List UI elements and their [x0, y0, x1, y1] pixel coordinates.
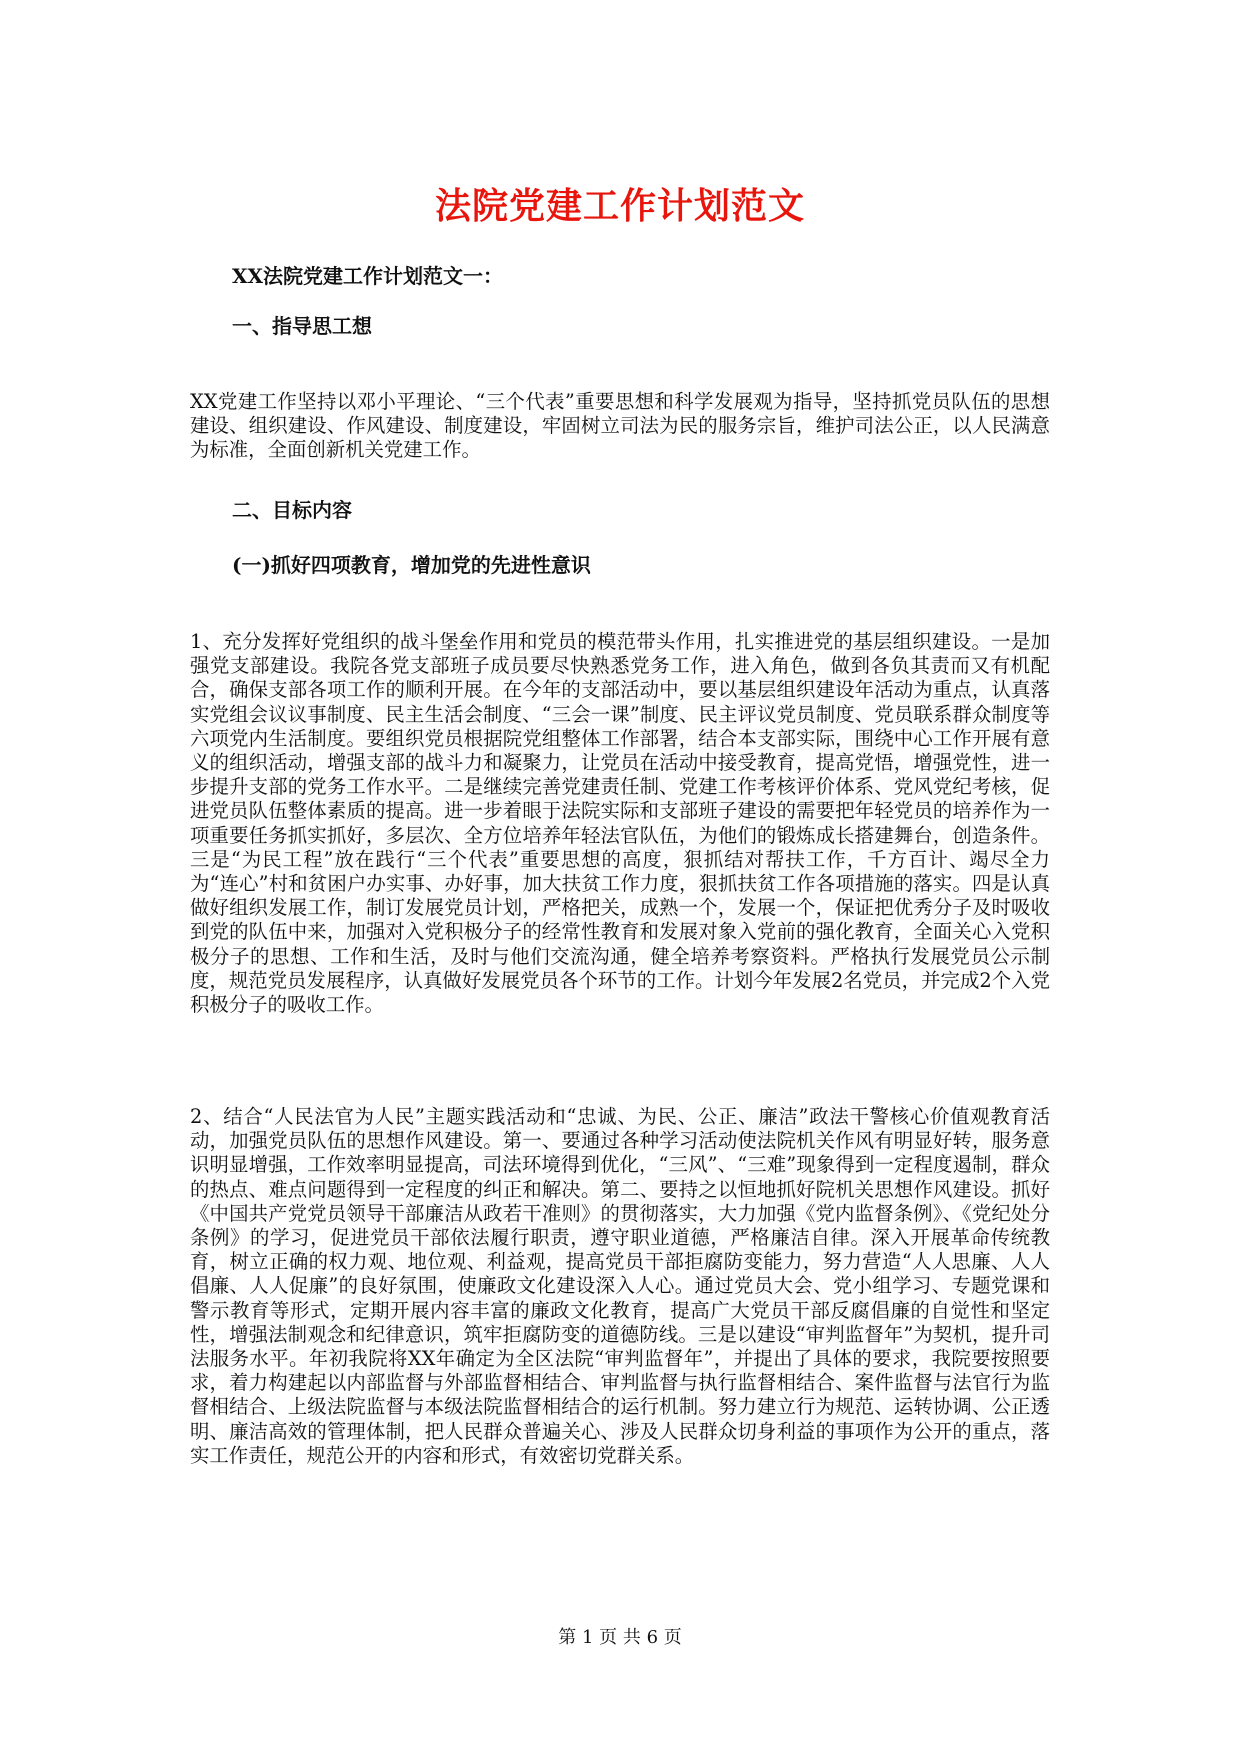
document-title: 法院党建工作计划范文 — [434, 185, 805, 227]
subsection-heading-education: (一)抓好四项教育，增加党的先进性意识 — [232, 553, 591, 577]
paragraph-guiding-ideology: XX党建工作坚持以邓小平理论、“三个代表”重要思想和科学发展观为指导，坚持抓党员队伍的思想建设、组织建设、作风建设、制度建设，牢固树立司法为民的服务宗旨，维护司法公正，以人民满意为标准，全面创新机关党建工作。 — [190, 390, 1050, 462]
paragraph-item-2: 2、结合“人民法官为人民”主题实践活动和“忠诚、为民、公正、廉洁”政法干警核心价值观教育活动，加强党员队伍的思想作风建设。第一、要通过各种学习活动使法院机关作风有明显好转，服务意识明显增强，工作效率明显提高，司法环境得到优化，“三风”、“三难”现象得到一定程度遏制，群众的热点、难点问题得到一定程度的纠正和解决。第二、要持之以恒地抓好院机关思想作风建设。抓好《中国共产党党员领导干部廉洁从政若干准则》的贯彻落实，大力加强《党内监督条例》、《党纪处分条例》的学习，促进党员干部依法履行职责，遵守职业道德，严格廉洁自律。深入开展革命传统教育，树立正确的权力观、地位观、利益观，提高党员干部拒腐防变能力，努力营造“人人思廉、人人倡廉、人人促廉”的良好氛围，使廉政文化建设深入人心。通过党员大会、党小组学习、专题党课和警示教育等形式，定期开展内容丰富的廉政文化教育，提高广大党员干部反腐倡廉的自觉性和坚定性，增强法制观念和纪律意识，筑牢拒腐防变的道德防线。三是以建设“审判监督年”为契机，提升司法服务水平。年初我院将XX年确定为全区法院“审判监督年”，并提出了具体的要求，我院要按照要求，着力构建起以内部监督与外部监督相结合、审判监督与执行监督相结合、案件监督与法官行为监督相结合、上级法院监督与本级法院监督相结合的运行机制。努力建立行为规范、运转协调、公正透明、廉洁高效的管理体制，把人民群众普遍关心、涉及人民群众切身利益的事项作为公开的重点，落实工作责任，规范公开的内容和形式，有效密切党群关系。 — [190, 1105, 1050, 1467]
paragraph-item-1: 1、充分发挥好党组织的战斗堡垒作用和党员的模范带头作用，扎实推进党的基层组织建设。一是加强党支部建设。我院各党支部班子成员要尽快熟悉党务工作，进入角色，做到各负其责而又有机配合，确保支部各项工作的顺利开展。在今年的支部活动中，要以基层组织建设年活动为重点，认真落实党组会议议事制度、民主生活会制度、“三会一课”制度、民主评议党员制度、党员联系群众制度等六项党内生活制度。要组织党员根据院党组整体工作部署，结合本支部实际，围绕中心工作开展有意义的组织活动，增强支部的战斗力和凝聚力，让党员在活动中接受教育，提高党悟，增强党性，进一步提升支部的党务工作水平。二是继续完善党建责任制、党建工作考核评价体系、党风党纪考核，促进党员队伍整体素质的提高。进一步着眼于法院实际和支部班子建设的需要把年轻党员的培养作为一项重要任务抓实抓好，多层次、全方位培养年轻法官队伍，为他们的锻炼成长搭建舞台，创造条件。三是“为民工程”放在践行“三个代表”重要思想的高度，狠抓结对帮扶工作，千方百计、竭尽全力为“连心”村和贫困户办实事、办好事，加大扶贫工作力度，狠抓扶贫工作各项措施的落实。四是认真做好组织发展工作，制订发展党员计划，严格把关，成熟一个，发展一个，保证把优秀分子及时吸收到党的队伍中来，加强对入党积极分子的经常性教育和发展对象入党前的强化教育，全面关心入党积极分子的思想、工作和生活，及时与他们交流沟通，健全培养考察资料。严格执行发展党员公示制度，规范党员发展程序，认真做好发展党员各个环节的工作。计划今年发展2名党员，并完成2个入党积极分子的吸收工作。 — [190, 630, 1050, 1017]
section-heading-goals: 二、目标内容 — [232, 498, 352, 522]
section-heading-guiding-ideology: 一、指导思工想 — [232, 314, 372, 338]
page-number-footer: 第 1 页 共 6 页 — [558, 1627, 682, 1648]
document-subtitle: XX法院党建工作计划范文一： — [232, 264, 504, 288]
